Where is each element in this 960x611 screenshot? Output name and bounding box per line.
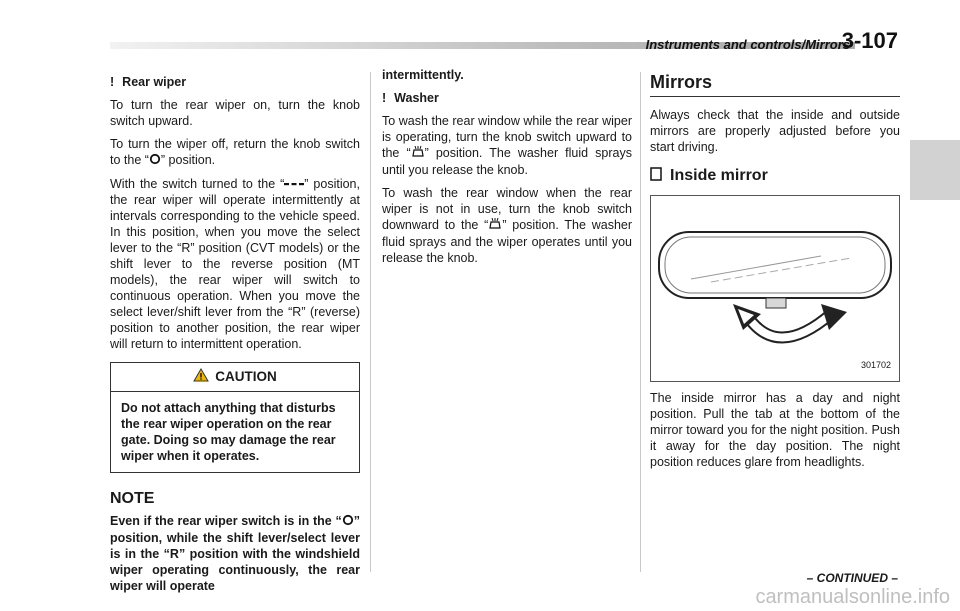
column-divider-2 <box>640 72 641 572</box>
watermark: carmanualsonline.info <box>755 586 950 608</box>
continued-label: – CONTINUED – <box>806 571 898 585</box>
side-tab-marker <box>910 140 960 200</box>
column-right <box>650 74 900 477</box>
off-position-icon <box>342 514 354 530</box>
rear-wiper-para-3: With the switch turned to the “ ” position, the rear wiper will operate intermittently at intervals corresponding to the vehicle speed. In this position, when you move the select lever to the “R” position (CVT models) or the shift lever to the reverse position (MT models), the rear wiper will switch to continuous operation. When you move the select lever/shift lever from the “R” (reverse) position to another position, the rear wiper will return to intermittent operation. <box>110 176 360 352</box>
column-left <box>110 74 360 601</box>
figure-code: 301702 <box>860 360 891 370</box>
washer-para-1: To wash the rear window while the rear wiper is operating, turn the knob switch upward to the “ ” position. The washer fluid sprays until you release the knob. <box>382 114 632 178</box>
washer-heading: ! Washer <box>382 91 439 105</box>
page-number: 3-107 <box>841 28 898 53</box>
section-box-icon <box>650 167 662 185</box>
continuation-text: intermittently. <box>382 68 464 82</box>
note-text: Even if the rear wiper switch is in the “ ” position, while the shift lever/select lever is in the “R” position with the windshield wiper operating continuously, the rear wiper will operate <box>110 514 360 594</box>
title-rule <box>650 96 900 97</box>
section-title: Instruments and controls/Mirrors <box>645 37 850 52</box>
rear-wiper-para-2: To turn the wiper off, return the knob switch to the “ ” position. <box>110 137 360 167</box>
warning-triangle-icon <box>193 368 209 386</box>
column-divider-1 <box>370 72 371 572</box>
washer-icon <box>411 145 425 162</box>
washer-para-2: To wash the rear window when the rear wiper is not in use, turn the knob switch downward to the “ ” position. The washer fluid sprays and the wiper operates until you release the knob. <box>382 186 633 266</box>
rearview-mirror-illustration <box>651 196 899 381</box>
bullet-marker: ! <box>110 75 115 89</box>
mirrors-para-2: The inside mirror has a day and night position. Pull the tab at the bottom of the mirror toward you for the night position. Push it away for the day position. The night position reduces glare from headlights. <box>650 391 900 469</box>
washer-icon <box>488 217 502 234</box>
off-position-icon <box>149 153 161 169</box>
caution-title: CAUTION <box>215 369 277 385</box>
caution-header <box>111 363 359 392</box>
note-title: NOTE <box>110 490 155 508</box>
rear-wiper-para-1: To turn the rear wiper on, turn the knob switch upward. <box>110 98 360 128</box>
mirrors-para-1: Always check that the inside and outside mirrors are properly adjusted before you start driving. <box>650 108 900 154</box>
inside-mirror-heading: Inside mirror <box>650 167 900 185</box>
column-middle <box>382 67 632 273</box>
mirrors-title: Mirrors <box>650 72 713 92</box>
bullet-marker: ! <box>382 91 387 105</box>
intermittent-position-icon <box>284 176 304 192</box>
rear-wiper-heading: ! Rear wiper <box>110 75 187 89</box>
caution-box <box>110 362 360 473</box>
inside-mirror-figure <box>650 195 900 382</box>
caution-text: Do not attach anything that disturbs the rear wiper operation on the rear gate. Doing so may damage the rear wiper when it operates. <box>121 401 336 464</box>
